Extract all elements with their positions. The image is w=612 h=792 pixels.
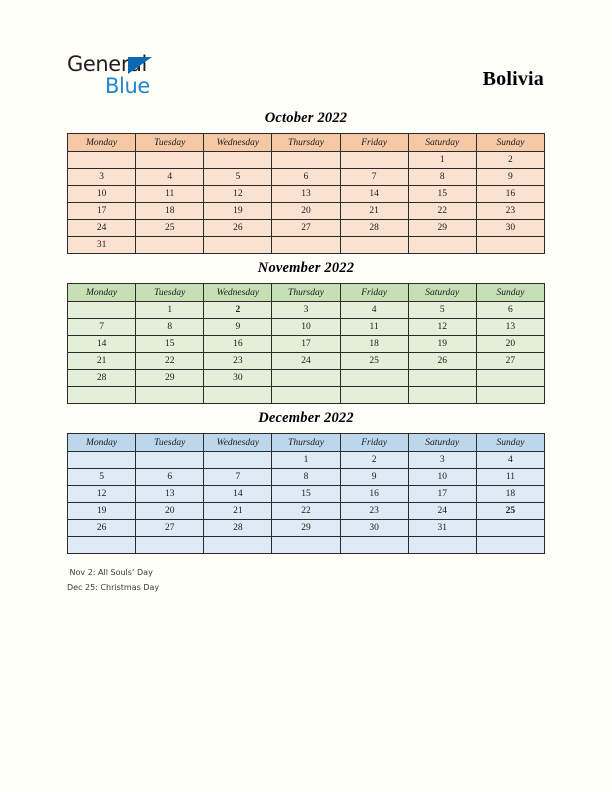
calendar-day-empty — [272, 152, 340, 169]
calendar-day-empty — [408, 237, 476, 254]
weekday-header-thursday: Thursday — [272, 284, 340, 302]
calendar-week-row — [68, 520, 545, 537]
weekday-header-monday: Monday — [68, 284, 136, 302]
calendar-table-december — [67, 433, 545, 554]
calendar-table-november — [67, 283, 545, 404]
calendar-day[interactable]: 7 — [340, 169, 408, 186]
calendar-day[interactable]: 9 — [476, 169, 544, 186]
calendar-day[interactable]: 16 — [340, 486, 408, 503]
calendar-day[interactable]: 18 — [136, 203, 204, 220]
calendar-day[interactable]: 10 — [68, 186, 136, 203]
calendar-day[interactable]: 12 — [408, 319, 476, 336]
calendar-week-row — [68, 469, 545, 486]
calendar-day[interactable]: 1 — [408, 152, 476, 169]
calendar-day-empty — [340, 237, 408, 254]
logo-triangle-icon — [128, 57, 152, 74]
calendar-day[interactable]: 9 — [204, 319, 272, 336]
calendar-body — [68, 152, 545, 254]
calendar-day-empty — [476, 370, 544, 387]
calendar-week-row — [68, 237, 545, 254]
calendar-day[interactable]: 8 — [272, 469, 340, 486]
weekday-header-monday: Monday — [68, 134, 136, 152]
weekday-header-friday: Friday — [340, 284, 408, 302]
calendar-day-empty — [340, 537, 408, 554]
holiday-notes-list — [67, 566, 367, 595]
calendar-day[interactable]: 22 — [408, 203, 476, 220]
weekday-header-tuesday: Tuesday — [136, 284, 204, 302]
weekday-header-thursday: Thursday — [272, 434, 340, 452]
calendar-day[interactable]: 16 — [204, 336, 272, 353]
calendar-day[interactable]: 15 — [408, 186, 476, 203]
weekday-header-row — [68, 434, 545, 452]
calendar-day[interactable]: 28 — [68, 370, 136, 387]
calendar-body — [68, 302, 545, 404]
calendar-day[interactable]: 27 — [476, 353, 544, 370]
calendar-day-empty — [68, 452, 136, 469]
calendar-day[interactable]: 4 — [136, 169, 204, 186]
calendar-day[interactable]: 5 — [204, 169, 272, 186]
calendar-day[interactable]: 4 — [476, 452, 544, 469]
calendar-day[interactable]: 9 — [340, 469, 408, 486]
holiday-note: Dec 25: Christmas Day — [67, 582, 160, 592]
weekday-header-saturday: Saturday — [408, 134, 476, 152]
weekday-header-row — [68, 134, 545, 152]
weekday-header-friday: Friday — [340, 134, 408, 152]
calendar-day[interactable]: 13 — [476, 319, 544, 336]
month-title: November 2022 — [257, 260, 355, 276]
weekday-header-sunday: Sunday — [476, 434, 544, 452]
calendar-week-row — [68, 319, 545, 336]
calendar-day-empty — [272, 237, 340, 254]
calendar-day[interactable]: 11 — [136, 186, 204, 203]
month-title: October 2022 — [264, 110, 348, 126]
calendar-day[interactable]: 12 — [68, 486, 136, 503]
calendar-day-empty — [340, 387, 408, 404]
calendar-day[interactable]: 30 — [204, 370, 272, 387]
calendar-day[interactable]: 6 — [136, 469, 204, 486]
calendar-day-holiday[interactable]: 2 — [204, 302, 272, 319]
calendar-day[interactable]: 8 — [408, 169, 476, 186]
calendar-day[interactable]: 22 — [136, 353, 204, 370]
calendar-day-empty — [204, 537, 272, 554]
calendar-day[interactable]: 21 — [340, 203, 408, 220]
calendar-week-row — [68, 152, 545, 169]
calendar-day[interactable]: 23 — [204, 353, 272, 370]
calendar-day-empty — [136, 452, 204, 469]
calendar-body — [68, 452, 545, 554]
calendar-day[interactable]: 18 — [476, 486, 544, 503]
calendar-day-empty — [272, 537, 340, 554]
calendar-week-row — [68, 387, 545, 404]
page-title: Bolivia — [482, 68, 544, 90]
calendar-day[interactable]: 10 — [408, 469, 476, 486]
calendar-day[interactable]: 16 — [476, 186, 544, 203]
calendar-day-empty — [136, 537, 204, 554]
calendar-week-row — [68, 220, 545, 237]
calendar-day[interactable]: 1 — [272, 452, 340, 469]
calendar-day[interactable]: 21 — [68, 353, 136, 370]
weekday-header-monday: Monday — [68, 434, 136, 452]
holiday-note: Nov 2: All Souls’ Day — [67, 568, 153, 577]
calendar-week-row — [68, 336, 545, 353]
calendar-day[interactable]: 21 — [204, 503, 272, 520]
calendar-day[interactable]: 6 — [272, 169, 340, 186]
calendar-block-october — [67, 110, 545, 254]
calendar-day[interactable]: 20 — [136, 503, 204, 520]
calendar-day[interactable]: 19 — [204, 203, 272, 220]
calendar-day-empty — [204, 387, 272, 404]
calendar-day[interactable]: 29 — [408, 220, 476, 237]
calendar-day[interactable]: 13 — [136, 486, 204, 503]
weekday-header-row — [68, 284, 545, 302]
calendar-day[interactable]: 22 — [272, 503, 340, 520]
calendar-week-row — [68, 537, 545, 554]
calendar-day[interactable]: 3 — [408, 452, 476, 469]
calendar-block-december — [67, 410, 545, 554]
weekday-header-thursday: Thursday — [272, 134, 340, 152]
calendar-day-empty — [272, 387, 340, 404]
calendar-day-empty — [68, 387, 136, 404]
calendar-day[interactable]: 29 — [136, 370, 204, 387]
calendar-day-empty — [68, 152, 136, 169]
calendar-day[interactable]: 15 — [136, 336, 204, 353]
calendar-day-empty — [204, 152, 272, 169]
calendar-day[interactable]: 8 — [136, 319, 204, 336]
general-blue-logo — [67, 52, 267, 100]
calendar-day[interactable]: 23 — [476, 203, 544, 220]
weekday-header-sunday: Sunday — [476, 134, 544, 152]
weekday-header-sunday: Sunday — [476, 284, 544, 302]
calendar-day[interactable]: 7 — [68, 319, 136, 336]
calendar-block-november — [67, 260, 545, 404]
calendar-day[interactable]: 3 — [272, 302, 340, 319]
calendar-day[interactable]: 15 — [272, 486, 340, 503]
calendar-day[interactable]: 19 — [68, 503, 136, 520]
calendar-day-empty — [136, 387, 204, 404]
calendar-day[interactable]: 26 — [68, 520, 136, 537]
calendar-day[interactable]: 17 — [68, 203, 136, 220]
calendar-week-row — [68, 186, 545, 203]
calendar-day[interactable]: 2 — [340, 452, 408, 469]
weekday-header-wednesday: Wednesday — [204, 134, 272, 152]
calendar-day-empty — [136, 152, 204, 169]
calendar-day[interactable]: 27 — [136, 520, 204, 537]
calendar-day[interactable]: 18 — [340, 336, 408, 353]
calendar-day-empty — [408, 370, 476, 387]
calendar-day-empty — [408, 387, 476, 404]
calendar-day-empty — [476, 237, 544, 254]
weekday-header-tuesday: Tuesday — [136, 134, 204, 152]
calendar-day-empty — [476, 520, 544, 537]
calendar-day-empty — [272, 370, 340, 387]
calendar-week-row — [68, 452, 545, 469]
calendar-week-row — [68, 370, 545, 387]
calendar-day[interactable]: 11 — [476, 469, 544, 486]
calendar-day-empty — [68, 537, 136, 554]
calendar-day[interactable]: 24 — [408, 503, 476, 520]
weekday-header-friday: Friday — [340, 434, 408, 452]
calendar-table-october — [67, 133, 545, 254]
calendar-day[interactable]: 3 — [68, 169, 136, 186]
calendar-day-empty — [476, 537, 544, 554]
calendar-day-empty — [408, 537, 476, 554]
calendar-day[interactable]: 26 — [204, 220, 272, 237]
calendar-day[interactable]: 23 — [340, 503, 408, 520]
weekday-header-saturday: Saturday — [408, 434, 476, 452]
calendar-day[interactable]: 29 — [272, 520, 340, 537]
calendar-day[interactable]: 20 — [476, 336, 544, 353]
calendar-day[interactable]: 6 — [476, 302, 544, 319]
calendar-day[interactable]: 10 — [272, 319, 340, 336]
calendar-day-empty — [204, 452, 272, 469]
calendar-day[interactable]: 14 — [68, 336, 136, 353]
calendar-day[interactable]: 7 — [204, 469, 272, 486]
calendar-day-empty — [204, 237, 272, 254]
calendar-day[interactable]: 25 — [136, 220, 204, 237]
calendar-day[interactable]: 13 — [272, 186, 340, 203]
calendar-day-holiday[interactable]: 25 — [476, 503, 544, 520]
calendar-week-row — [68, 302, 545, 319]
calendar-day[interactable]: 24 — [272, 353, 340, 370]
calendar-day[interactable]: 17 — [272, 336, 340, 353]
calendar-day[interactable]: 24 — [68, 220, 136, 237]
weekday-header-wednesday: Wednesday — [204, 434, 272, 452]
calendar-day[interactable]: 27 — [272, 220, 340, 237]
calendar-week-row — [68, 169, 545, 186]
calendar-day[interactable]: 14 — [204, 486, 272, 503]
calendar-day[interactable]: 5 — [408, 302, 476, 319]
calendar-week-row — [68, 203, 545, 220]
weekday-header-tuesday: Tuesday — [136, 434, 204, 452]
calendar-day[interactable]: 31 — [68, 237, 136, 254]
calendar-week-row — [68, 486, 545, 503]
page-header — [0, 0, 612, 105]
month-title: December 2022 — [258, 410, 354, 426]
calendar-day[interactable]: 2 — [476, 152, 544, 169]
calendar-day[interactable]: 20 — [272, 203, 340, 220]
calendar-day[interactable]: 12 — [204, 186, 272, 203]
calendar-day[interactable]: 28 — [204, 520, 272, 537]
calendar-week-row — [68, 353, 545, 370]
calendar-week-row — [68, 503, 545, 520]
calendar-day-empty — [476, 387, 544, 404]
weekday-header-wednesday: Wednesday — [204, 284, 272, 302]
calendar-day-empty — [340, 370, 408, 387]
calendar-day[interactable]: 31 — [408, 520, 476, 537]
calendar-day-empty — [340, 152, 408, 169]
calendar-day[interactable]: 17 — [408, 486, 476, 503]
calendar-day[interactable]: 11 — [340, 319, 408, 336]
calendar-day[interactable]: 30 — [476, 220, 544, 237]
calendar-day[interactable]: 30 — [340, 520, 408, 537]
calendar-day-empty — [136, 237, 204, 254]
calendar-day[interactable]: 5 — [68, 469, 136, 486]
calendar-day[interactable]: 28 — [340, 220, 408, 237]
calendar-day-empty — [68, 302, 136, 319]
calendar-day[interactable]: 25 — [340, 353, 408, 370]
calendar-day[interactable]: 26 — [408, 353, 476, 370]
weekday-header-saturday: Saturday — [408, 284, 476, 302]
calendar-day[interactable]: 14 — [340, 186, 408, 203]
calendar-day[interactable]: 19 — [408, 336, 476, 353]
logo-text-blue: Blue — [105, 74, 150, 98]
calendar-day[interactable]: 4 — [340, 302, 408, 319]
calendar-day[interactable]: 1 — [136, 302, 204, 319]
logo-text-general: General — [67, 52, 147, 76]
